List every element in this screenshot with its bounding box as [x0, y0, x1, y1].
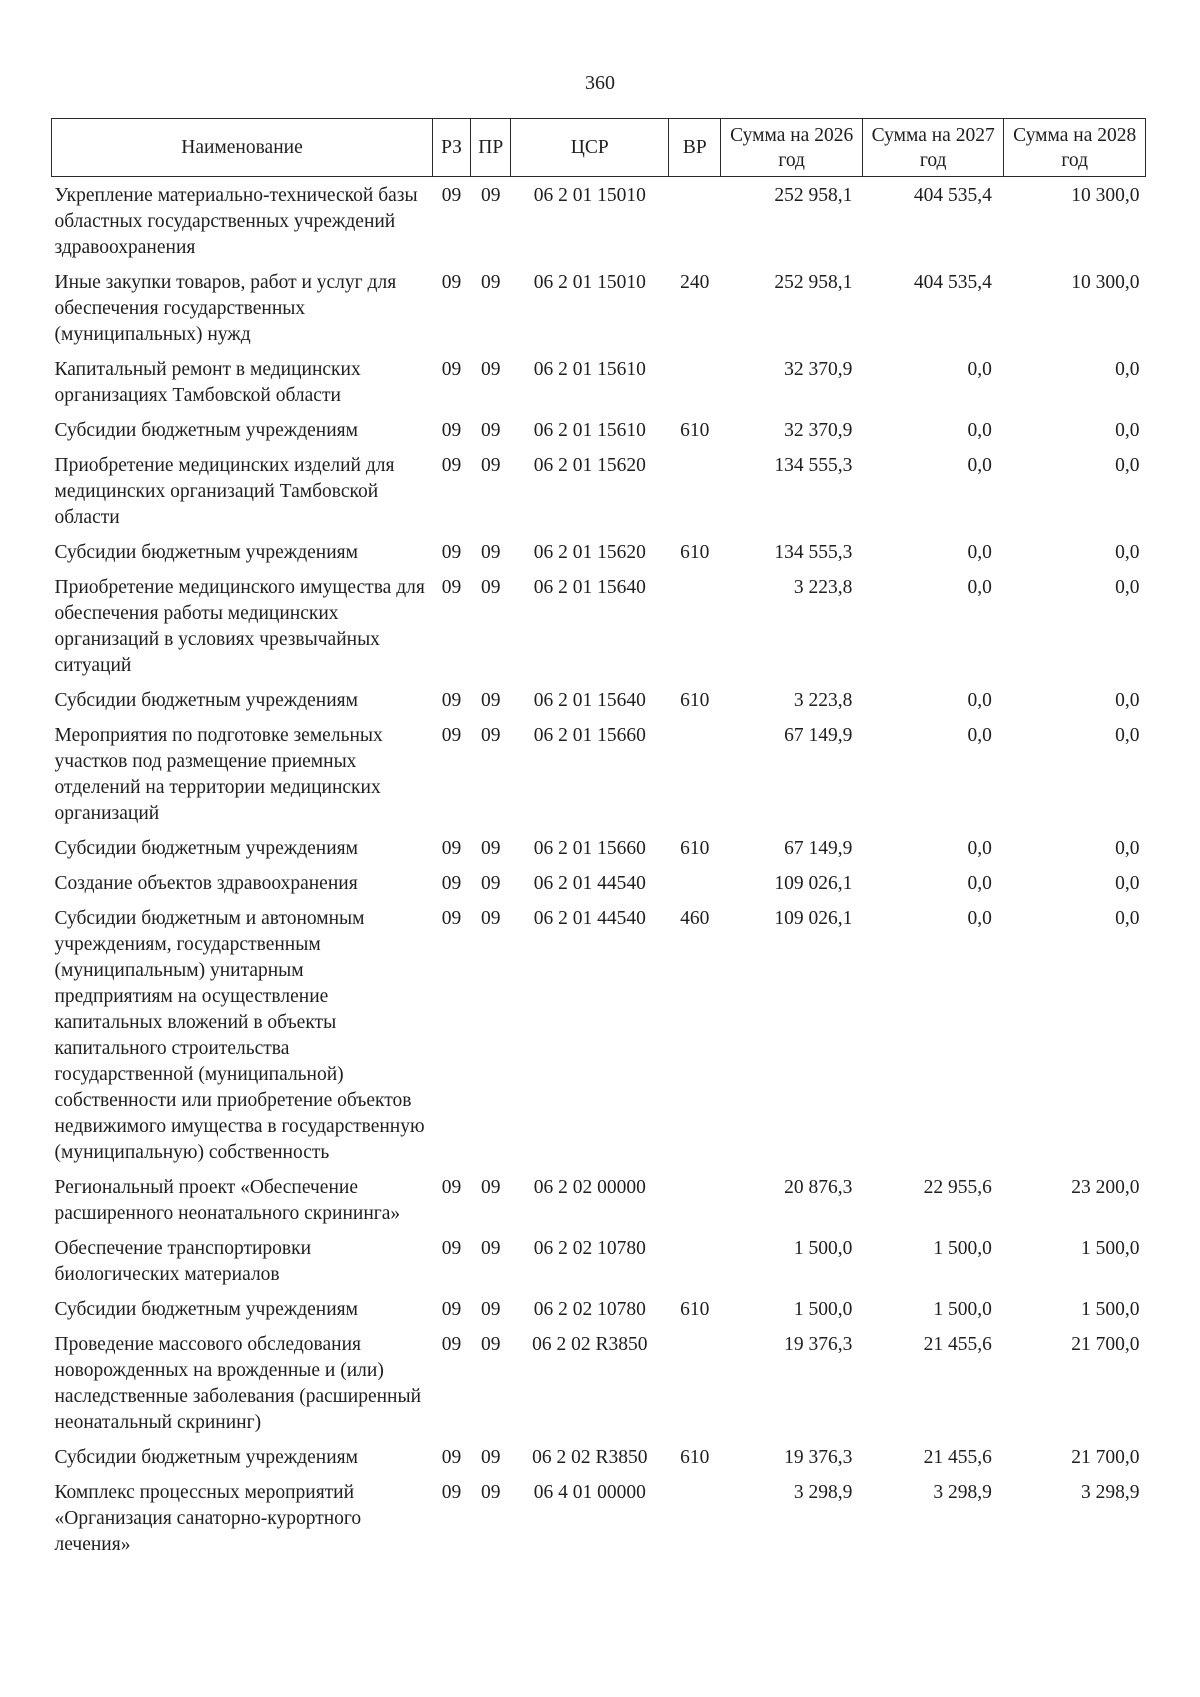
cell-rz: 09	[441, 1177, 462, 1198]
table-row	[52, 1230, 1146, 1291]
cell-sum-2027: 0,0	[967, 690, 992, 711]
cell-sum-2026: 67 149,9	[784, 838, 853, 859]
cell-vr	[669, 177, 721, 265]
cell-rz: 09	[441, 1482, 462, 1503]
cell-rz: 09	[441, 1299, 462, 1320]
table-header	[52, 119, 1146, 177]
page-number: 360	[585, 72, 615, 94]
cell-sum-2027: 3 298,9	[933, 1482, 992, 1503]
cell-pr: 09	[480, 1334, 501, 1355]
cell-name: Иные закупки товаров, работ и услуг для обеспечения государственных (муниципальных) нужд	[54, 272, 397, 345]
cell-pr: 09	[480, 542, 501, 563]
table-row	[52, 682, 1146, 717]
table-body	[52, 177, 1146, 1562]
table-row	[52, 1326, 1146, 1439]
cell-sum-2028: 23 200,0	[1071, 1177, 1140, 1198]
cell-sum-2028: 0,0	[1115, 455, 1140, 476]
cell-pr: 09	[480, 690, 501, 711]
cell-vr	[669, 1326, 721, 1439]
cell-sum-2028: 0,0	[1115, 690, 1140, 711]
cell-sum-2026: 1 500,0	[793, 1299, 853, 1320]
cell-sum-2026: 252 958,1	[774, 272, 853, 293]
header-sum-2026: Сумма на 2026 год	[721, 119, 863, 177]
cell-vr: 610	[680, 420, 710, 441]
cell-csr: 06 2 02 R3850	[532, 1447, 648, 1468]
cell-vr	[669, 1474, 721, 1561]
cell-csr: 06 2 02 10780	[533, 1238, 646, 1259]
header-pr: ПР	[471, 119, 511, 177]
cell-sum-2026: 32 370,9	[784, 420, 853, 441]
cell-sum-2028: 0,0	[1115, 359, 1140, 380]
cell-rz: 09	[441, 542, 462, 563]
table-row	[52, 865, 1146, 900]
cell-sum-2027: 0,0	[967, 838, 992, 859]
header-sum-2028: Сумма на 2028 год	[1004, 119, 1146, 177]
cell-pr: 09	[480, 1238, 501, 1259]
cell-vr	[669, 1169, 721, 1230]
cell-vr	[669, 1230, 721, 1291]
cell-csr: 06 2 01 15620	[533, 455, 646, 476]
cell-sum-2026: 19 376,3	[784, 1447, 853, 1468]
cell-sum-2027: 0,0	[967, 420, 992, 441]
cell-name: Приобретение медицинских изделий для медицинских организаций Тамбовской области	[54, 455, 395, 528]
header-csr: ЦСР	[511, 119, 669, 177]
cell-csr: 06 2 01 15640	[533, 577, 646, 598]
table-row	[52, 1291, 1146, 1326]
cell-pr: 09	[480, 577, 501, 598]
cell-sum-2027: 21 455,6	[923, 1447, 992, 1468]
cell-name: Мероприятия по подготовке земельных участков под размещение приемных отделений на территории медицинских организаций	[54, 725, 383, 824]
cell-csr: 06 2 02 R3850	[532, 1334, 648, 1355]
cell-rz: 09	[441, 1238, 462, 1259]
cell-sum-2027: 0,0	[967, 725, 992, 746]
cell-vr	[669, 717, 721, 830]
cell-sum-2028: 0,0	[1115, 838, 1140, 859]
table-row	[52, 177, 1146, 265]
cell-sum-2027: 21 455,6	[923, 1334, 992, 1355]
cell-pr: 09	[480, 185, 501, 206]
cell-name: Капитальный ремонт в медицинских организациях Тамбовской области	[54, 359, 361, 406]
cell-sum-2027: 0,0	[967, 908, 992, 929]
cell-vr	[669, 447, 721, 534]
table-row	[52, 412, 1146, 447]
table-row	[52, 1474, 1146, 1561]
cell-pr: 09	[480, 1299, 501, 1320]
cell-sum-2027: 404 535,4	[913, 272, 992, 293]
cell-sum-2028: 3 298,9	[1081, 1482, 1140, 1503]
cell-sum-2027: 0,0	[967, 577, 992, 598]
cell-pr: 09	[480, 272, 501, 293]
cell-name: Субсидии бюджетным учреждениям	[54, 1447, 358, 1468]
cell-csr: 06 2 01 15610	[533, 359, 646, 380]
cell-sum-2028: 0,0	[1115, 542, 1140, 563]
cell-pr: 09	[480, 1482, 501, 1503]
cell-rz: 09	[441, 873, 462, 894]
cell-rz: 09	[441, 1334, 462, 1355]
cell-pr: 09	[480, 1177, 501, 1198]
cell-vr: 460	[680, 908, 710, 929]
cell-csr: 06 2 01 15640	[533, 690, 646, 711]
cell-sum-2028: 0,0	[1115, 725, 1140, 746]
cell-sum-2028: 21 700,0	[1071, 1334, 1140, 1355]
cell-sum-2026: 109 026,1	[774, 908, 853, 929]
header-rz: РЗ	[432, 119, 470, 177]
cell-csr: 06 2 01 15610	[533, 420, 646, 441]
cell-pr: 09	[480, 838, 501, 859]
cell-sum-2028: 0,0	[1115, 420, 1140, 441]
cell-sum-2028: 1 500,0	[1081, 1299, 1140, 1320]
cell-rz: 09	[441, 185, 462, 206]
cell-csr: 06 2 01 15010	[533, 185, 646, 206]
table-row	[52, 534, 1146, 569]
cell-sum-2026: 67 149,9	[784, 725, 853, 746]
cell-pr: 09	[480, 725, 501, 746]
cell-vr	[669, 569, 721, 682]
cell-csr: 06 2 01 15010	[533, 272, 646, 293]
cell-name: Комплекс процессных мероприятий «Организация санаторно-курортного лечения»	[54, 1482, 362, 1555]
cell-name: Субсидии бюджетным учреждениям	[54, 838, 358, 859]
cell-pr: 09	[480, 420, 501, 441]
cell-sum-2028: 10 300,0	[1071, 272, 1140, 293]
table-row	[52, 569, 1146, 682]
table-row	[52, 447, 1146, 534]
cell-vr: 610	[680, 838, 710, 859]
cell-sum-2026: 1 500,0	[793, 1238, 853, 1259]
header-vr: ВР	[669, 119, 721, 177]
cell-pr: 09	[480, 873, 501, 894]
cell-name: Субсидии бюджетным учреждениям	[54, 420, 358, 441]
cell-sum-2026: 32 370,9	[784, 359, 853, 380]
cell-vr: 610	[680, 542, 710, 563]
table-row	[52, 1169, 1146, 1230]
cell-sum-2027: 1 500,0	[933, 1299, 992, 1320]
cell-rz: 09	[441, 1447, 462, 1468]
cell-csr: 06 2 01 15660	[533, 838, 646, 859]
cell-vr: 610	[680, 1299, 710, 1320]
cell-pr: 09	[480, 908, 501, 929]
header-name: Наименование	[52, 119, 433, 177]
cell-sum-2027: 0,0	[967, 873, 992, 894]
cell-csr: 06 2 02 00000	[533, 1177, 646, 1198]
table-row	[52, 351, 1146, 412]
cell-name: Обеспечение транспортировки биологических материалов	[54, 1238, 312, 1285]
cell-name: Укрепление материально-технической базы областных государственных учреждений здравоохранения	[54, 185, 418, 258]
cell-rz: 09	[441, 838, 462, 859]
cell-name: Приобретение медицинского имущества для обеспечения работы медицинских организаций в условиях чрезвычайных ситуаций	[54, 577, 425, 676]
cell-name: Субсидии бюджетным учреждениям	[54, 1299, 358, 1320]
table-row	[52, 1439, 1146, 1474]
cell-vr: 240	[680, 272, 710, 293]
cell-sum-2026: 3 223,8	[793, 577, 853, 598]
cell-name: Субсидии бюджетным и автономным учреждениям, государственным (муниципальным) унитарным предприятиям на осуществление капитальных вложений в объекты капитального строительства государственной (муниципальной) собственности или приобретение объектов недвижимого имущества в государственную (муниципальную) собственность	[54, 908, 425, 1163]
table-row	[52, 900, 1146, 1169]
cell-rz: 09	[441, 690, 462, 711]
cell-pr: 09	[480, 359, 501, 380]
header-sum-2027: Сумма на 2027 год	[862, 119, 1004, 177]
cell-csr: 06 2 01 15660	[533, 725, 646, 746]
cell-sum-2027: 0,0	[967, 455, 992, 476]
table-row	[52, 830, 1146, 865]
budget-table	[51, 118, 1146, 1561]
cell-csr: 06 2 01 44540	[533, 908, 646, 929]
cell-rz: 09	[441, 455, 462, 476]
cell-pr: 09	[480, 455, 501, 476]
cell-vr	[669, 351, 721, 412]
cell-sum-2027: 22 955,6	[923, 1177, 992, 1198]
cell-sum-2026: 109 026,1	[774, 873, 853, 894]
cell-rz: 09	[441, 420, 462, 441]
cell-name: Создание объектов здравоохранения	[54, 873, 358, 894]
cell-sum-2028: 0,0	[1115, 577, 1140, 598]
cell-name: Региональный проект «Обеспечение расширенного неонатального скрининга»	[54, 1177, 401, 1224]
cell-name: Субсидии бюджетным учреждениям	[54, 690, 358, 711]
cell-sum-2027: 0,0	[967, 542, 992, 563]
cell-name: Проведение массового обследования новорожденных на врожденные и (или) наследственные заболевания (расширенный неонатальный скрининг)	[54, 1334, 422, 1433]
table-row	[52, 717, 1146, 830]
cell-sum-2026: 19 376,3	[784, 1334, 853, 1355]
cell-sum-2026: 134 555,3	[774, 542, 853, 563]
cell-sum-2028: 0,0	[1115, 908, 1140, 929]
cell-sum-2028: 21 700,0	[1071, 1447, 1140, 1468]
cell-csr: 06 2 01 15620	[533, 542, 646, 563]
cell-sum-2026: 252 958,1	[774, 185, 853, 206]
cell-sum-2027: 404 535,4	[913, 185, 992, 206]
table-row	[52, 264, 1146, 351]
cell-csr: 06 4 01 00000	[533, 1482, 646, 1503]
cell-sum-2028: 0,0	[1115, 873, 1140, 894]
cell-sum-2026: 134 555,3	[774, 455, 853, 476]
cell-sum-2027: 0,0	[967, 359, 992, 380]
cell-sum-2028: 10 300,0	[1071, 185, 1140, 206]
cell-csr: 06 2 02 10780	[533, 1299, 646, 1320]
cell-csr: 06 2 01 44540	[533, 873, 646, 894]
cell-sum-2026: 3 223,8	[793, 690, 853, 711]
cell-vr: 610	[680, 690, 710, 711]
cell-vr: 610	[680, 1447, 710, 1468]
cell-rz: 09	[441, 908, 462, 929]
cell-rz: 09	[441, 577, 462, 598]
cell-sum-2027: 1 500,0	[933, 1238, 992, 1259]
cell-sum-2028: 1 500,0	[1081, 1238, 1140, 1259]
cell-name: Субсидии бюджетным учреждениям	[54, 542, 358, 563]
cell-rz: 09	[441, 272, 462, 293]
cell-sum-2026: 20 876,3	[784, 1177, 853, 1198]
cell-rz: 09	[441, 359, 462, 380]
cell-vr	[669, 865, 721, 900]
cell-sum-2026: 3 298,9	[793, 1482, 853, 1503]
cell-pr: 09	[480, 1447, 501, 1468]
cell-rz: 09	[441, 725, 462, 746]
